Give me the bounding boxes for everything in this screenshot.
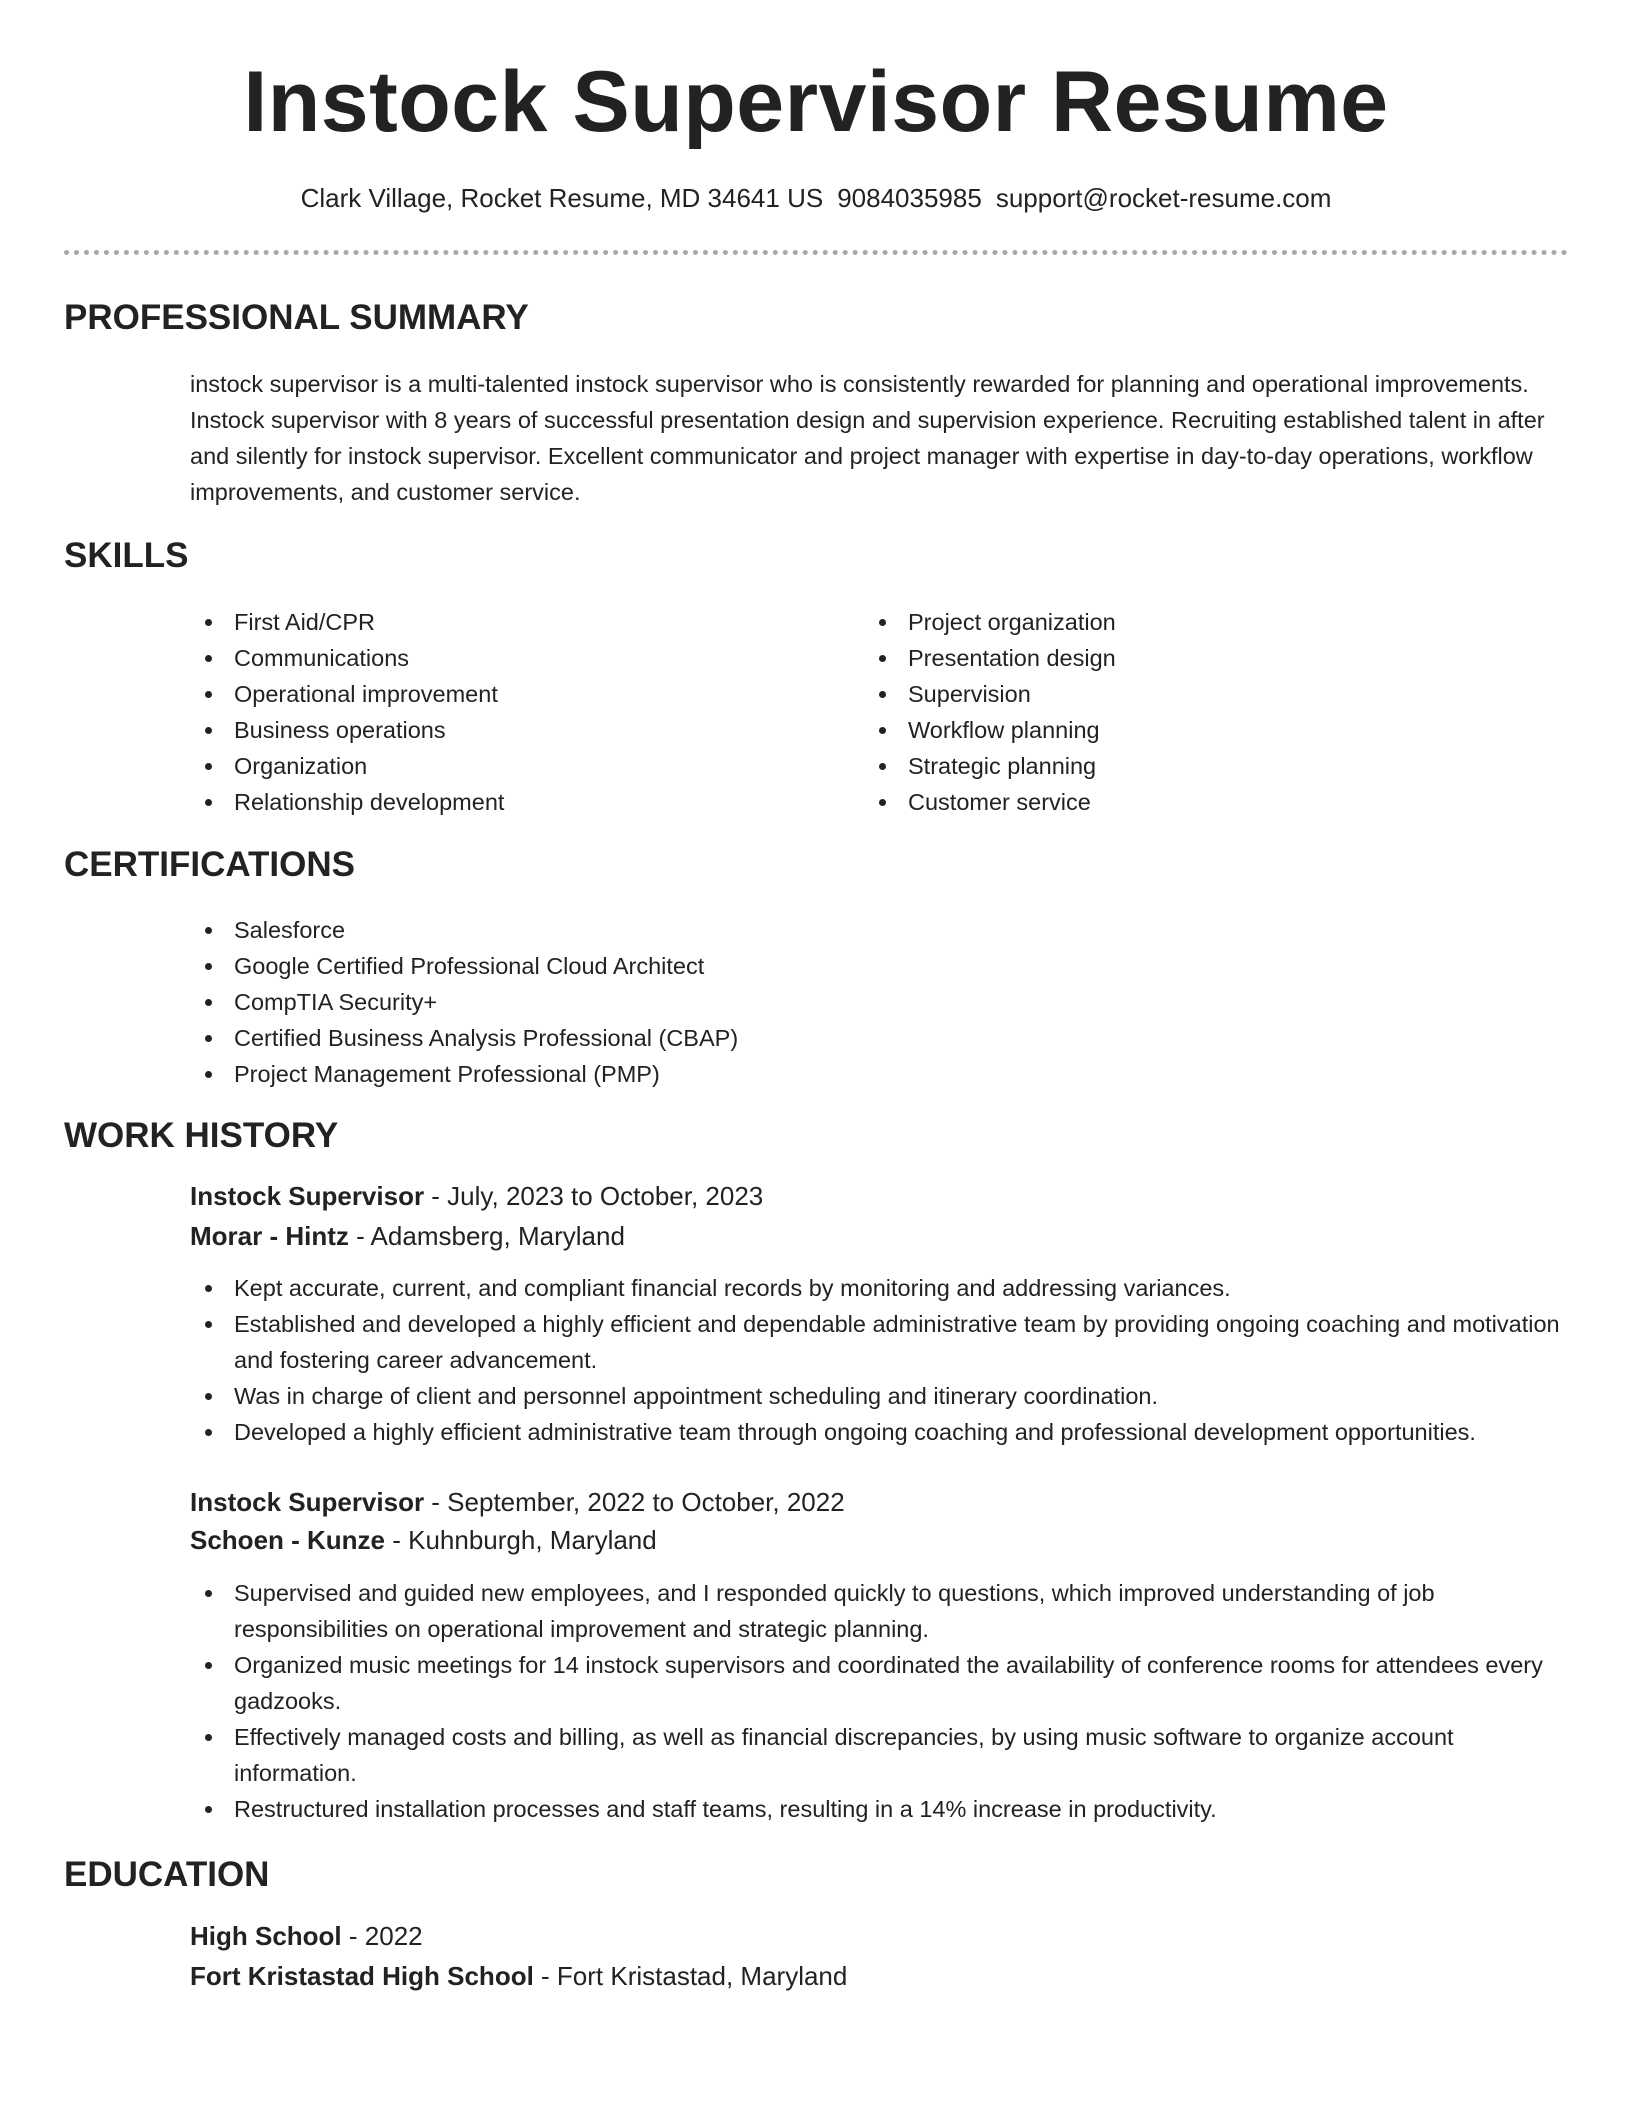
- resume-title: Instock Supervisor Resume: [243, 54, 1389, 150]
- job-2-bullets: [190, 1575, 1580, 1827]
- job-bullet: Developed a highly efficient administrative team through ongoing coaching and professional development opportunities.: [190, 1414, 1580, 1450]
- job-bullet: Was in charge of client and personnel appointment scheduling and itinerary coordination.: [190, 1378, 1580, 1414]
- skill-item: Operational improvement: [190, 676, 850, 712]
- job-role: Instock Supervisor: [190, 1181, 425, 1211]
- skills-list-left: [190, 604, 850, 820]
- contact-address: Clark Village, Rocket Resume, MD 34641 US: [300, 183, 824, 213]
- education-school: Fort Kristastad High School: [190, 1961, 534, 1991]
- section-title-education: EDUCATION: [64, 1855, 270, 1894]
- skill-item: Customer service: [864, 784, 1524, 820]
- section-title-certifications: CERTIFICATIONS: [64, 845, 356, 884]
- job-2-company-line: [190, 1522, 657, 1558]
- job-bullet: Effectively managed costs and billing, as well as financial discrepancies, by using music software to organize account information.: [190, 1719, 1580, 1791]
- job-bullet: Organized music meetings for 14 instock supervisors and coordinated the availability of conference rooms for attendees every gadzooks.: [190, 1647, 1580, 1719]
- contact-email: support@rocket-resume.com: [995, 183, 1332, 213]
- job-1-company-line: [190, 1218, 625, 1254]
- skill-item: Supervision: [864, 676, 1524, 712]
- job-bullet: Kept accurate, current, and compliant financial records by monitoring and addressing variances.: [190, 1270, 1580, 1306]
- education-degree-line: [190, 1918, 423, 1954]
- certification-item: Google Certified Professional Cloud Architect: [190, 948, 1550, 984]
- skill-item: Strategic planning: [864, 748, 1524, 784]
- skill-item: First Aid/CPR: [190, 604, 850, 640]
- skill-item: Organization: [190, 748, 850, 784]
- skill-item: Presentation design: [864, 640, 1524, 676]
- skill-item: Workflow planning: [864, 712, 1524, 748]
- job-role: Instock Supervisor: [190, 1487, 425, 1517]
- job-bullet: Supervised and guided new employees, and I responded quickly to questions, which improved understanding of job responsibilities on operational improvement and strategic planning.: [190, 1575, 1580, 1647]
- skill-item: Communications: [190, 640, 850, 676]
- skill-item: Business operations: [190, 712, 850, 748]
- job-location: - Adamsberg, Maryland: [348, 1221, 625, 1251]
- job-company: Morar - Hintz: [190, 1221, 349, 1251]
- job-dates: - July, 2023 to October, 2023: [424, 1181, 764, 1211]
- education-degree: High School: [190, 1921, 342, 1951]
- skill-item: Relationship development: [190, 784, 850, 820]
- certification-item: Salesforce: [190, 912, 1550, 948]
- job-1-bullets: [190, 1270, 1580, 1450]
- education-location: - Fort Kristastad, Maryland: [533, 1961, 848, 1991]
- section-title-skills: SKILLS: [64, 536, 189, 575]
- job-bullet: Restructured installation processes and staff teams, resulting in a 14% increase in productivity.: [190, 1791, 1580, 1827]
- certifications-list: [190, 912, 1550, 1092]
- certification-item: Project Management Professional (PMP): [190, 1056, 1550, 1092]
- section-title-work-history: WORK HISTORY: [64, 1116, 339, 1155]
- certification-item: CompTIA Security+: [190, 984, 1550, 1020]
- job-bullet: Established and developed a highly efficient and dependable administrative team by providing ongoing coaching and motivation and fostering career advancement.: [190, 1306, 1580, 1378]
- summary-text: instock supervisor is a multi-talented instock supervisor who is consistently rewarded for planning and operational improvements. Instock supervisor with 8 years of successful presentation design and supervision experience. Recruiting established talent in after and silently for instock supervisor. Excellent communicator and project manager with expertise in day-to-day operations, workflow improvements, and customer service.: [190, 371, 1545, 505]
- section-title-summary: PROFESSIONAL SUMMARY: [64, 298, 529, 337]
- skills-list-right: [864, 604, 1524, 820]
- certification-item: Certified Business Analysis Professional (CBAP): [190, 1020, 1550, 1056]
- job-dates: - September, 2022 to October, 2022: [424, 1487, 845, 1517]
- skill-item: Project organization: [864, 604, 1524, 640]
- job-2-title-line: [190, 1484, 845, 1520]
- contact-line: [64, 180, 1568, 216]
- header-divider: [64, 250, 1568, 255]
- job-company: Schoen - Kunze: [190, 1525, 386, 1555]
- education-year: - 2022: [341, 1921, 423, 1951]
- job-1-title-line: [190, 1178, 763, 1214]
- contact-phone: 9084035985: [837, 183, 982, 213]
- job-location: - Kuhnburgh, Maryland: [385, 1525, 657, 1555]
- education-school-line: [190, 1958, 847, 1994]
